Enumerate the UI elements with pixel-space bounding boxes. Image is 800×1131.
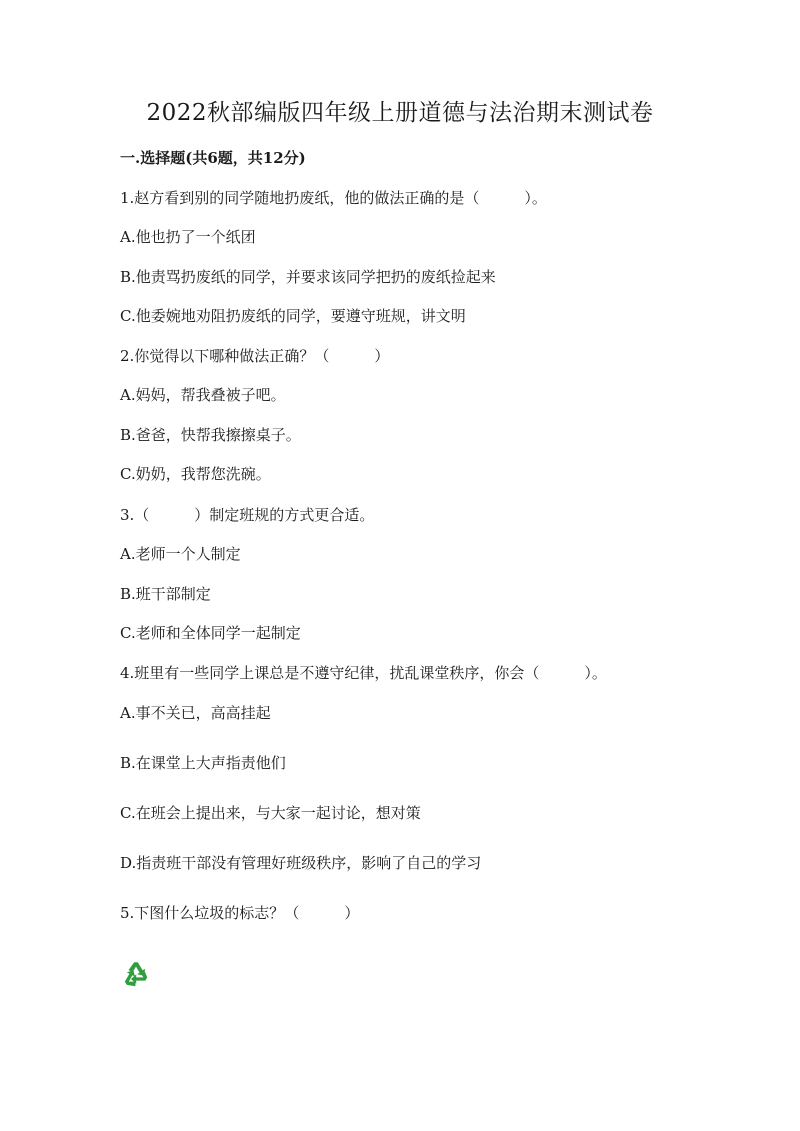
question-1-stem: 1.赵方看到别的同学随地扔废纸，他的做法正确的是（ ）。	[120, 189, 547, 207]
question-4-option-a: A.事不关已，高高挂起	[120, 704, 271, 722]
section-heading: 一.选择题(共6题，共12分)	[120, 149, 306, 167]
question-2-option-c: C.奶奶，我帮您洗碗。	[120, 465, 271, 483]
question-2-option-b: B.爸爸，快帮我擦擦桌子。	[120, 426, 301, 444]
question-4-stem: 4.班里有一些同学上课总是不遵守纪律，扰乱课堂秩序，你会（ ）。	[120, 664, 607, 682]
question-1-option-a: A.他也扔了一个纸团	[120, 228, 256, 246]
question-1-option-c: C.他委婉地劝阻扔废纸的同学，要遵守班规，讲文明	[120, 307, 466, 325]
recycle-icon	[120, 958, 152, 990]
question-2-stem: 2.你觉得以下哪种做法正确？（ ）	[120, 347, 390, 365]
question-5-stem: 5.下图什么垃圾的标志？（ ）	[120, 904, 360, 922]
question-3-stem: 3.（ ）制定班规的方式更合适。	[120, 506, 375, 524]
question-4-option-b: B.在课堂上大声指责他们	[120, 754, 286, 772]
page-title: 2022秋部编版四年级上册道德与法治期末测试卷	[146, 100, 654, 126]
question-3-option-b: B.班干部制定	[120, 585, 211, 603]
question-2-option-a: A.妈妈，帮我叠被子吧。	[120, 386, 286, 404]
question-4-option-c: C.在班会上提出来，与大家一起讨论，想对策	[120, 804, 421, 822]
question-3-option-c: C.老师和全体同学一起制定	[120, 624, 301, 642]
question-1-option-b: B.他责骂扔废纸的同学，并要求该同学把扔的废纸捡起来	[120, 268, 496, 286]
question-3-option-a: A.老师一个人制定	[120, 545, 241, 563]
question-4-option-d: D.指责班干部没有管理好班级秩序，影响了自己的学习	[120, 854, 482, 872]
